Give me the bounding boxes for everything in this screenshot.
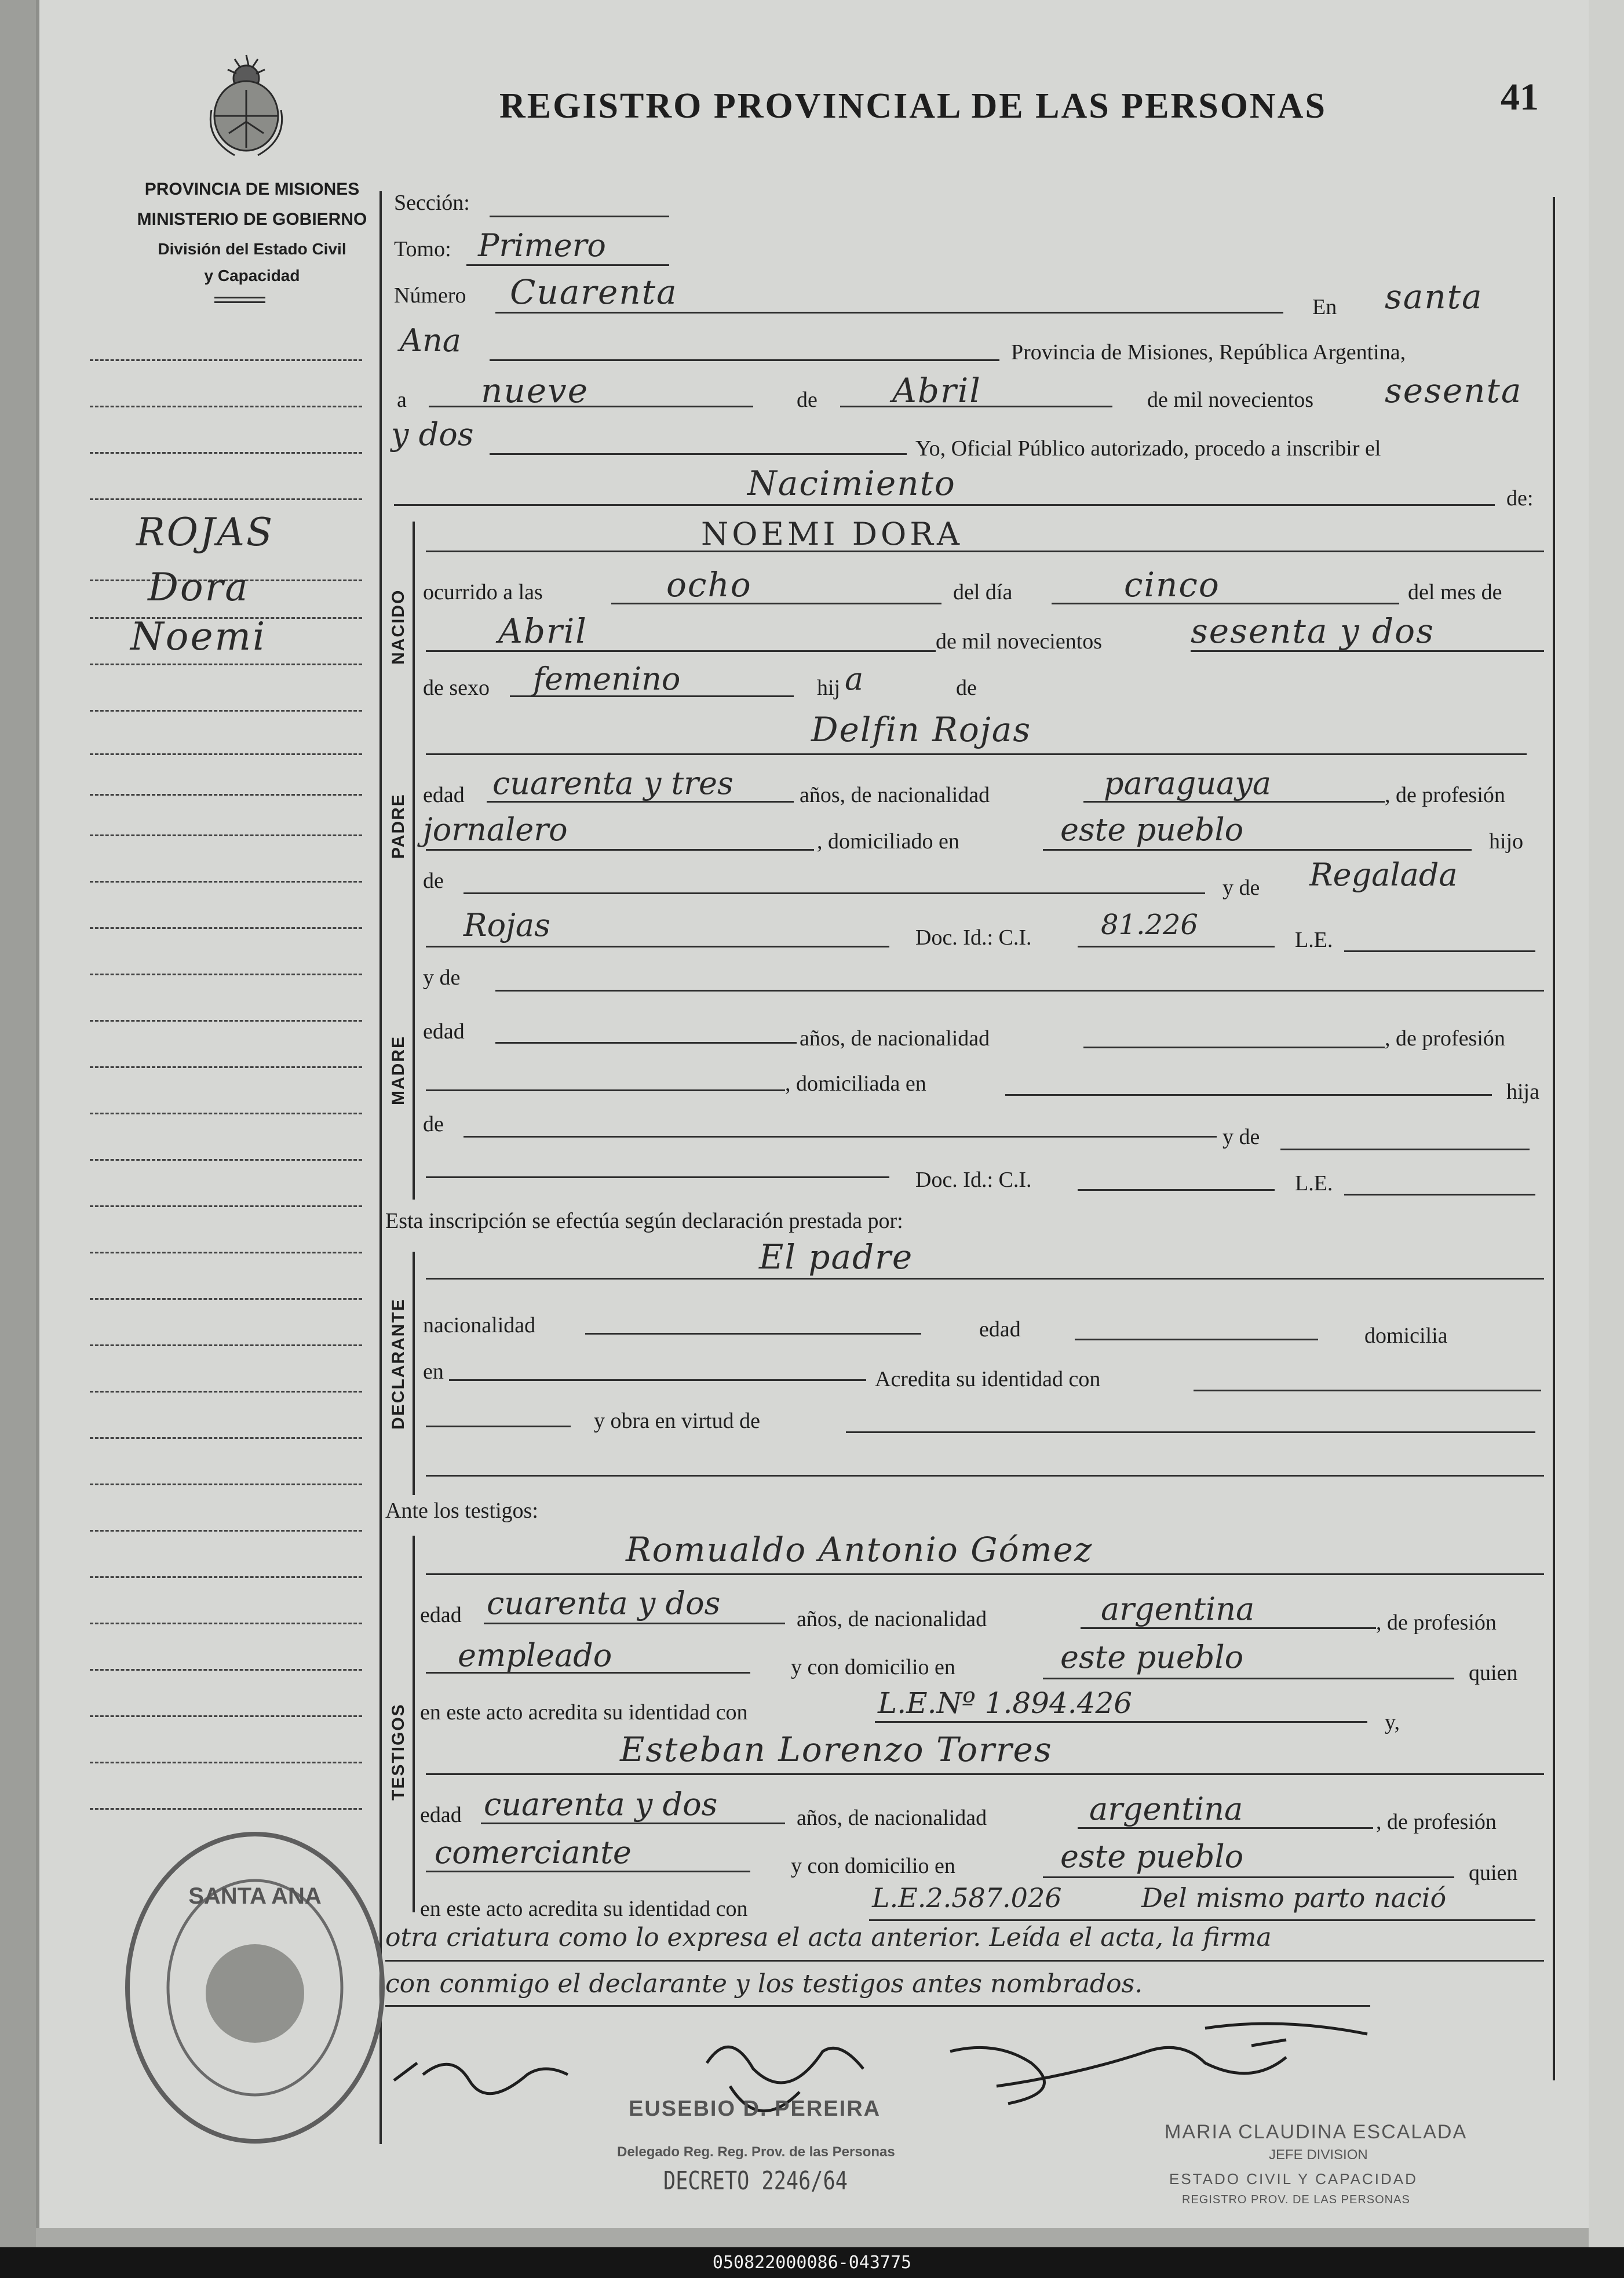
witness1-domicilio-label: y con domicilio en	[791, 1655, 955, 1679]
del-mes-label: del mes de	[1408, 580, 1502, 604]
declaracion-intro: Esta inscripción se efectúa según declaración prestada por:	[385, 1209, 903, 1233]
madre-de-label: de	[423, 1112, 444, 1136]
witness1-profesion-label: , de profesión	[1376, 1610, 1497, 1635]
testigos-intro: Ante los testigos:	[385, 1499, 538, 1523]
observation-line-2: otra criatura como lo expresa el acta anterior. Leída el acta, la firma	[385, 1923, 1272, 1952]
margin-name-1: Dora	[148, 565, 250, 610]
numero-label: Número	[394, 283, 466, 308]
father-nationality: paraguaya	[1104, 765, 1272, 801]
declarante-en-label: en	[423, 1359, 444, 1384]
padre-section-label: PADRE	[389, 793, 408, 859]
nacido-section-label: NACIDO	[389, 589, 408, 665]
org-capacity: y Capacidad	[204, 267, 300, 285]
father-address: este pueblo	[1060, 811, 1244, 848]
en-label: En	[1312, 295, 1337, 319]
tomo-label: Tomo:	[394, 237, 451, 261]
padre-y-de-label: y de	[1222, 876, 1260, 900]
de-colon-label: de:	[1506, 486, 1534, 511]
birth-hour: ocho	[666, 565, 752, 604]
madre-doc-label: Doc. Id.: C.I.	[915, 1168, 1032, 1192]
hijo-suffix: a	[845, 661, 864, 697]
witness1-nacionalidad-label: años, de nacionalidad	[797, 1607, 987, 1631]
next-page-edge	[1589, 0, 1624, 2247]
declarante-value: El padre	[759, 1237, 914, 1277]
place-value-2: Ana	[400, 322, 461, 359]
grandmother-name-2: Rojas	[464, 907, 550, 943]
witness1-age: cuarenta y dos	[487, 1585, 721, 1621]
birth-year: sesenta y dos	[1191, 611, 1435, 651]
witness1-address: este pueblo	[1060, 1639, 1244, 1675]
grandmother-name-1: Regalada	[1309, 856, 1458, 893]
witness2-address: este pueblo	[1060, 1838, 1244, 1875]
child-name: NOEMI DORA	[701, 516, 963, 552]
org-province: PROVINCIA DE MISIONES	[144, 180, 360, 199]
declarante-acredita-label: Acredita su identidad con	[875, 1367, 1101, 1391]
witness1-nationality: argentina	[1101, 1591, 1255, 1627]
del-dia-label: del día	[953, 580, 1013, 604]
witness1-doc: L.E.Nº 1.894.426	[878, 1686, 1133, 1720]
hijo-label: hij	[817, 676, 841, 700]
padre-hijo-label: hijo	[1489, 829, 1524, 854]
observation-line-3: con conmigo el declarante y los testigos antes nombrados.	[385, 1969, 1143, 1999]
registration-day: nueve	[481, 371, 589, 410]
madre-nacionalidad-label: años, de nacionalidad	[800, 1026, 990, 1051]
province-text: Provincia de Misiones, República Argentina,	[1011, 340, 1406, 365]
margin-name-2: Noemi	[130, 614, 267, 659]
madre-domicilio-label: , domiciliada en	[785, 1071, 926, 1096]
stamp-name-2: MARIA CLAUDINA ESCALADA	[1165, 2121, 1468, 2143]
act-type: Nacimiento	[747, 464, 956, 503]
witness2-profession: comerciante	[435, 1834, 632, 1871]
officer-text: Yo, Oficial Público autorizado, procedo a inscribir el	[915, 436, 1381, 461]
witness2-nacionalidad-label: años, de nacionalidad	[797, 1806, 987, 1830]
father-profession: jornalero	[423, 811, 568, 848]
tomo-value: Primero	[478, 227, 606, 264]
stamp-title-2b: ESTADO CIVIL Y CAPACIDAD	[1169, 2170, 1418, 2188]
nacido-de-label: de	[956, 676, 977, 700]
sexo-label: de sexo	[423, 676, 490, 700]
father-name: Delfin Rojas	[811, 710, 1032, 749]
witness2-profesion-label: , de profesión	[1376, 1810, 1497, 1834]
birth-month: Abril	[498, 611, 587, 651]
madre-section-label: MADRE	[389, 1036, 408, 1105]
declarante-domicilio-label: domicilia	[1364, 1324, 1448, 1348]
declarante-bracket	[413, 1252, 415, 1495]
testigos-section-label: TESTIGOS	[389, 1703, 408, 1800]
witness2-acredita-label: en este acto acredita su identidad con	[420, 1897, 748, 1921]
madre-edad-label: edad	[423, 1019, 465, 1044]
witness2-age: cuarenta y dos	[484, 1786, 718, 1823]
madre-hija-label: hija	[1506, 1080, 1539, 1104]
padre-de-label: de	[423, 869, 444, 893]
stamp-title-2a: JEFE DIVISION	[1269, 2147, 1368, 2163]
witness1-edad-label: edad	[420, 1603, 462, 1627]
nacido-bracket	[413, 522, 415, 736]
madre-y-de-label: y de	[423, 965, 461, 990]
witness1-acredita-label: en este acto acredita su identidad con	[420, 1700, 748, 1725]
father-age: cuarenta y tres	[492, 765, 733, 801]
padre-profesion-label: , de profesión	[1385, 783, 1505, 807]
padre-nacionalidad-label: años, de nacionalidad	[800, 783, 990, 807]
witness2-quien-label: quien	[1469, 1861, 1518, 1885]
coat-of-arms-icon	[200, 46, 293, 162]
witness2-name: Esteban Lorenzo Torres	[620, 1730, 1053, 1769]
witness2-edad-label: edad	[420, 1803, 462, 1827]
image-id-caption: 050822000086-043775	[0, 2247, 1624, 2278]
numero-value: Cuarenta	[510, 272, 678, 312]
witness1-quien-label: quien	[1469, 1661, 1518, 1685]
ocurrido-label: ocurrido a las	[423, 580, 543, 604]
declarante-nacionalidad-label: nacionalidad	[423, 1313, 536, 1337]
sexo-value: femenino	[533, 661, 681, 697]
padre-edad-label: edad	[423, 783, 465, 807]
padre-le-label: L.E.	[1295, 928, 1333, 952]
witness1-profession: empleado	[458, 1637, 612, 1674]
margin-surname: ROJAS	[136, 510, 275, 555]
birth-year-text: de mil novecientos	[936, 629, 1103, 654]
madre-le-label: L.E.	[1295, 1171, 1333, 1196]
registration-year-1: sesenta	[1385, 371, 1523, 410]
padre-domicilio-label: , domiciliado en	[817, 829, 959, 854]
declarante-edad-label: edad	[979, 1317, 1021, 1342]
stamp-title-1: Delegado Reg. Reg. Prov. de las Personas	[617, 2144, 895, 2160]
witness2-domicilio-label: y con domicilio en	[791, 1854, 955, 1878]
seccion-label: Sección:	[394, 191, 470, 215]
stamp-title-2c: REGISTRO PROV. DE LAS PERSONAS	[1182, 2193, 1410, 2206]
a-label: a	[397, 388, 407, 412]
org-ministry: MINISTERIO DE GOBIERNO	[137, 210, 367, 229]
witness2-doc: L.E.2.587.026	[872, 1882, 1062, 1913]
year-text: de mil novecientos	[1147, 388, 1314, 412]
frame-right-border	[1553, 197, 1555, 2080]
declarante-section-label: DECLARANTE	[389, 1298, 408, 1430]
decree-stamp: DECRETO 2246/64	[663, 2166, 848, 2196]
testigos-bracket	[413, 1536, 415, 1912]
document-title: REGISTRO PROVINCIAL DE LAS PERSONAS	[499, 86, 1327, 126]
padre-doc-label: Doc. Id.: C.I.	[915, 925, 1032, 950]
madre-y-de-label-2: y de	[1222, 1125, 1260, 1149]
registration-year-2: y dos	[391, 416, 474, 453]
de-label: de	[797, 388, 818, 412]
registration-month: Abril	[892, 371, 981, 410]
witness2-nationality: argentina	[1089, 1791, 1243, 1827]
page-number: 41	[1501, 76, 1539, 118]
book-binding-edge	[0, 0, 36, 2247]
declarante-obra-label: y obra en virtud de	[594, 1409, 761, 1433]
registry-seal-icon	[116, 1825, 394, 2150]
birth-day: cinco	[1124, 565, 1220, 604]
observation-line-1: Del mismo parto nació	[1141, 1882, 1447, 1913]
madre-profesion-label: , de profesión	[1385, 1026, 1505, 1051]
madre-bracket	[413, 968, 415, 1200]
seal-text: SANTA ANA	[188, 1883, 322, 1909]
place-value-1: santa	[1385, 277, 1483, 316]
org-division: División del Estado Civil	[158, 240, 346, 258]
father-doc-number: 81.226	[1101, 909, 1198, 941]
padre-bracket	[413, 719, 415, 968]
witness1-name: Romualdo Antonio Gómez	[626, 1530, 1093, 1569]
stamp-name-1: EUSEBIO D. PEREIRA	[629, 2097, 881, 2121]
witness1-y-label: y,	[1385, 1710, 1400, 1734]
